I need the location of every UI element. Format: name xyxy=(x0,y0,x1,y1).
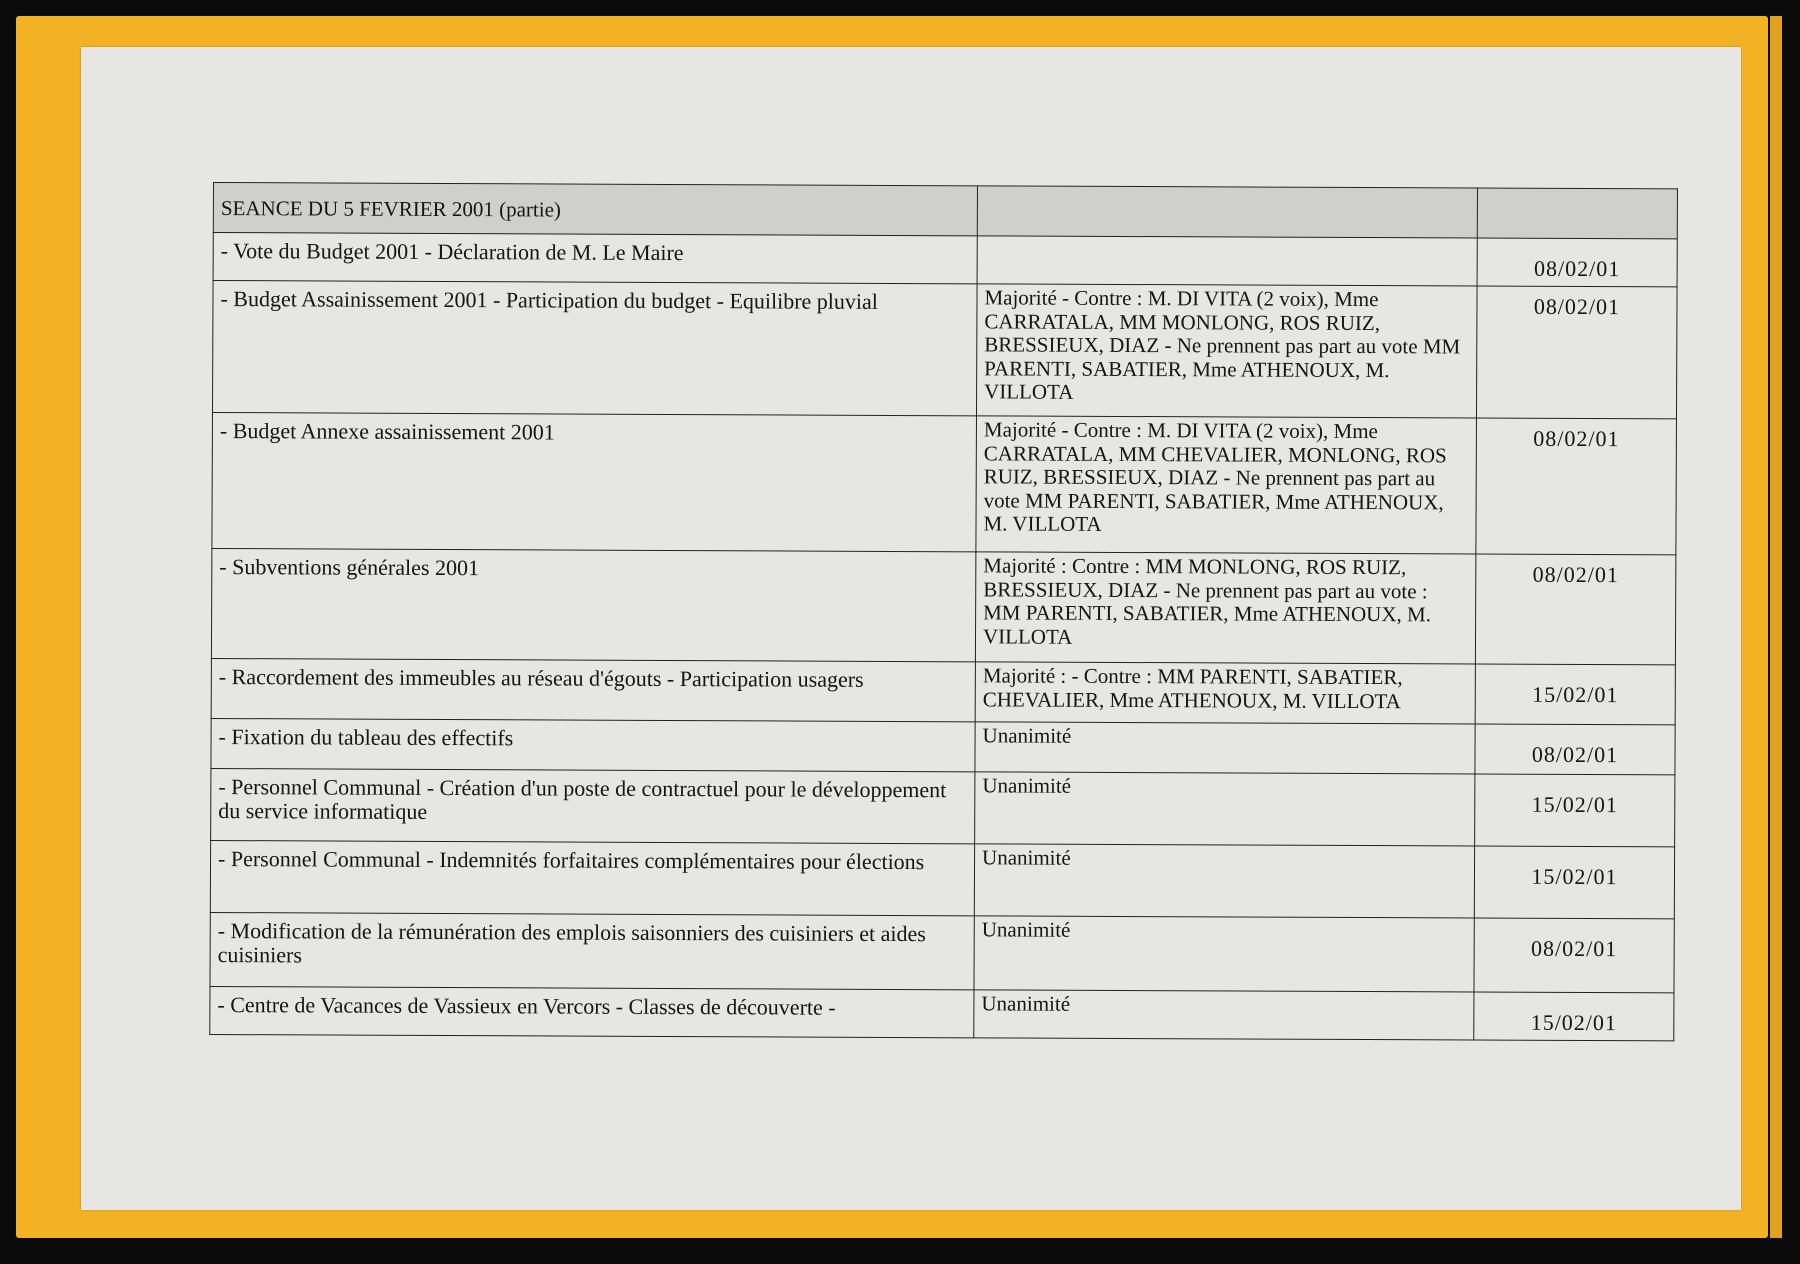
table-row xyxy=(210,986,1674,1040)
row-subject: - Fixation du tableau des effectifs xyxy=(211,718,975,771)
folder-edge xyxy=(1770,16,1782,1238)
header-cell-vote xyxy=(977,186,1477,238)
minutes-table-wrapper xyxy=(209,182,1677,1041)
session-title: SEANCE DU 5 FEVRIER 2001 (partie) xyxy=(213,183,977,236)
table-row xyxy=(211,658,1675,724)
row-date: 08/02/01 xyxy=(1476,286,1677,419)
row-date: 15/02/01 xyxy=(1475,774,1675,847)
row-vote: Majorité : - Contre : MM PARENTI, SABATIER, CHEVALIER, Mme ATHENOUX, M. VILLOTA xyxy=(975,662,1475,724)
row-vote: Majorité - Contre : M. DI VITA (2 voix), Mme CARRATALA, MM MONLONG, ROS RUIZ, BRESSIEUX, DIAZ - Ne prennent pas part au vote MM PARENTI, SABATIER, Mme ATHENOUX, M. VILLOTA xyxy=(976,284,1477,418)
row-vote xyxy=(977,236,1477,286)
row-subject: - Budget Annexe assainissement 2001 xyxy=(212,413,977,552)
table-row xyxy=(211,548,1675,664)
row-vote: Majorité - Contre : M. DI VITA (2 voix), Mme CARRATALA, MM CHEVALIER, MONLONG, ROS RUIZ, BRESSIEUX, DIAZ - Ne prennent pas part au vote MM PARENTI, SABATIER, Mme ATHENOUX, M. VILLOTA xyxy=(976,416,1477,554)
row-subject: - Centre de Vacances de Vassieux en Vercors - Classes de découverte - xyxy=(210,986,974,1037)
table-row xyxy=(212,413,1677,555)
table-row xyxy=(210,912,1674,992)
row-vote: Unanimité xyxy=(974,990,1474,1040)
row-date: 08/02/01 xyxy=(1476,418,1677,555)
row-subject: - Subventions générales 2001 xyxy=(211,548,975,661)
table-row xyxy=(210,840,1674,918)
row-subject: - Vote du Budget 2001 - Déclaration de M. Le Maire xyxy=(213,233,977,284)
row-date: 15/02/01 xyxy=(1474,992,1674,1041)
table-row xyxy=(213,233,1677,287)
row-subject: - Personnel Communal - Création d'un poste de contractuel pour le développement du service informatique xyxy=(211,768,975,843)
row-date: 08/02/01 xyxy=(1475,724,1675,775)
row-vote: Unanimité xyxy=(974,916,1474,992)
row-vote: Unanimité xyxy=(975,722,1475,774)
row-subject: - Modification de la rémunération des emplois saisonniers des cuisiniers et aides cuisiniers xyxy=(210,912,974,989)
row-date: 08/02/01 xyxy=(1474,918,1674,993)
row-vote: Unanimité xyxy=(975,772,1475,846)
table-header-row xyxy=(213,183,1677,239)
row-date: 08/02/01 xyxy=(1477,238,1677,287)
header-cell-date xyxy=(1477,188,1677,239)
row-date: 15/02/01 xyxy=(1475,664,1675,725)
minutes-table xyxy=(209,182,1678,1041)
row-subject: - Personnel Communal - Indemnités forfaitaires complémentaires pour élections xyxy=(210,840,974,915)
row-subject: - Budget Assainissement 2001 - Participation du budget - Equilibre pluvial xyxy=(212,281,977,416)
table-row xyxy=(212,281,1677,419)
row-subject: - Raccordement des immeubles au réseau d'égouts - Participation usagers xyxy=(211,658,975,721)
table-row xyxy=(211,718,1675,774)
row-date: 08/02/01 xyxy=(1475,554,1675,665)
row-date: 15/02/01 xyxy=(1474,846,1674,919)
row-vote: Majorité : Contre : MM MONLONG, ROS RUIZ, BRESSIEUX, DIAZ - Ne prennent pas part au vote : MM PARENTI, SABATIER, Mme ATHENOUX, M. VILLOTA xyxy=(975,552,1475,664)
paper-sheet xyxy=(81,47,1741,1210)
row-vote: Unanimité xyxy=(974,844,1474,918)
table-row xyxy=(211,768,1675,846)
